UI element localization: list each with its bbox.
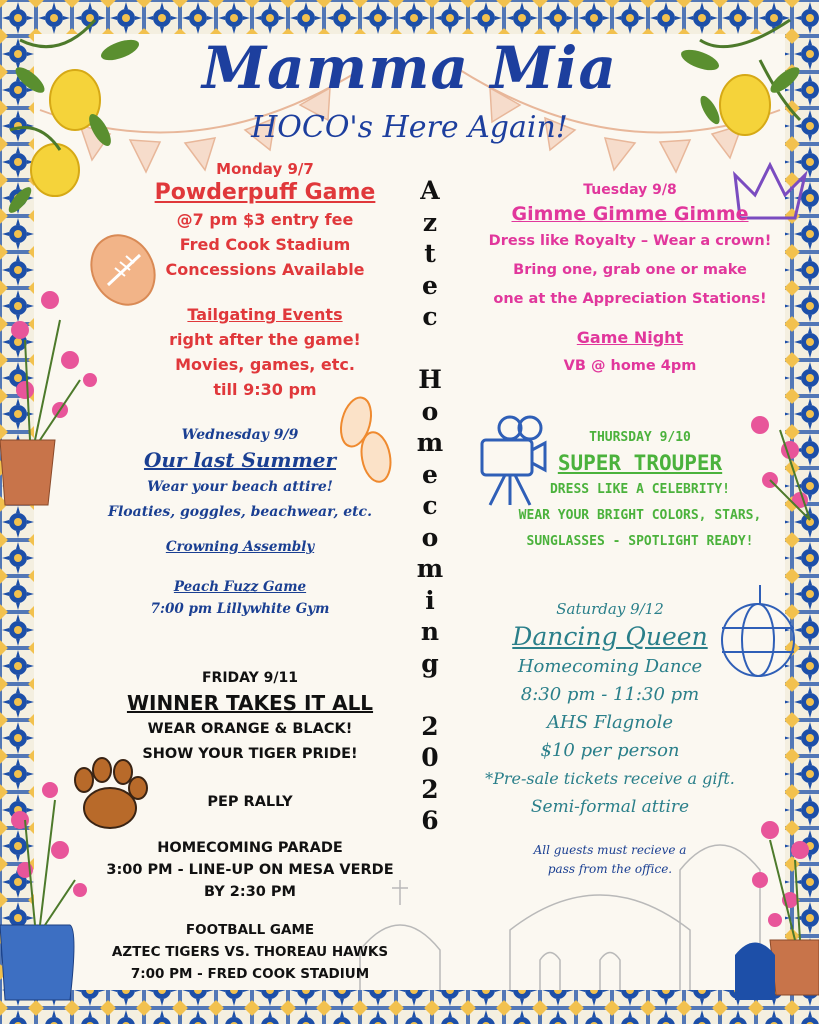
note-line: pass from the office. — [547, 862, 673, 876]
day-label: Tuesday 9/8 — [583, 182, 677, 198]
page-subtitle: HOCO's Here Again! — [251, 110, 568, 145]
event-line: WEAR YOUR BRIGHT COLORS, STARS, — [518, 508, 762, 523]
vertical-letter: m — [416, 428, 444, 457]
event-line: DRESS LIKE A CELEBRITY! — [549, 482, 730, 497]
event-title: Gimme Gimme Gimme — [511, 203, 749, 225]
vertical-letter: 2 — [421, 711, 439, 741]
vertical-letter: e — [422, 270, 438, 300]
event-line: WEAR ORANGE & BLACK! — [147, 721, 353, 737]
event-line: VB @ home 4pm — [563, 358, 697, 374]
day-label: Monday 9/7 — [216, 160, 314, 178]
vertical-letter: t — [424, 239, 436, 268]
event-line: Wear your beach attire! — [147, 479, 333, 495]
vertical-letter: c — [422, 302, 438, 331]
event-line: 3:00 PM - LINE-UP ON MESA VERDE — [106, 862, 394, 878]
event-line: BY 2:30 PM — [204, 884, 296, 900]
event-subtitle: Tailgating Events — [187, 305, 343, 324]
event-line: till 9:30 pm — [213, 380, 317, 399]
event-line: Dress like Royalty – Wear a crown! — [488, 233, 772, 249]
event-line: @7 pm $3 entry fee — [176, 210, 354, 229]
event-subtitle: FOOTBALL GAME — [185, 922, 315, 938]
vertical-letter: c — [422, 491, 438, 520]
vertical-letter: m — [416, 554, 444, 583]
flower-pot-icon — [0, 782, 87, 1000]
door-icon — [735, 943, 775, 1001]
vertical-letter: H — [418, 365, 442, 394]
event-line: *Pre-sale tickets receive a gift. — [485, 769, 735, 788]
tuesday-section — [460, 182, 800, 381]
event-title: Our last Summer — [143, 448, 337, 472]
vertical-letter: n — [420, 617, 440, 646]
vertical-letter: 6 — [421, 806, 439, 835]
event-line: 7:00 pm Lillywhite Gym — [150, 601, 330, 617]
vertical-letter: i — [425, 585, 435, 615]
event-line: one at the Appreciation Stations! — [493, 291, 767, 307]
event-subtitle: Crowning Assembly — [165, 539, 315, 555]
event-line: Bring one, grab one or make — [513, 262, 747, 278]
event-subtitle: Game Night — [576, 328, 684, 347]
wednesday-section — [65, 427, 415, 619]
vertical-letter: 0 — [421, 743, 439, 772]
monday-section — [100, 160, 430, 402]
note-line: All guests must recieve a — [533, 843, 687, 857]
vertical-letter: o — [421, 396, 439, 426]
vertical-letter: e — [422, 459, 438, 489]
event-title: SUPER TROUPER — [557, 451, 723, 475]
event-line: SHOW YOUR TIGER PRIDE! — [142, 746, 358, 762]
thursday-section — [480, 430, 800, 555]
event-subtitle: Peach Fuzz Game — [173, 579, 307, 595]
event-line: AZTEC TIGERS VS. THOREAU HAWKS — [111, 944, 389, 960]
vertical-letter: A — [420, 176, 440, 205]
event-line: SUNGLASSES - SPOTLIGHT READY! — [526, 534, 754, 549]
event-line: Movies, games, etc. — [175, 355, 355, 374]
event-line: Floaties, goggles, beachwear, etc. — [108, 504, 372, 520]
event-title: Powderpuff Game — [154, 180, 376, 205]
vertical-letter: g — [421, 648, 439, 678]
event-subtitle: HOMECOMING PARADE — [157, 840, 343, 856]
event-line: 7:00 PM - FRED COOK STADIUM — [130, 966, 370, 982]
event-subtitle: PEP RALLY — [207, 794, 293, 810]
event-line: Semi-formal attire — [530, 797, 690, 817]
event-title: Dancing Queen — [512, 622, 708, 651]
event-line: Homecoming Dance — [517, 656, 703, 677]
day-label: FRIDAY 9/11 — [201, 670, 299, 686]
vertical-letter: o — [421, 522, 439, 552]
vertical-letter: 2 — [421, 774, 439, 804]
day-label: THURSDAY 9/10 — [589, 430, 691, 445]
event-title: WINNER TAKES IT ALL — [126, 691, 374, 715]
event-line: 8:30 pm - 11:30 pm — [520, 684, 700, 705]
day-label: Wednesday 9/9 — [181, 427, 299, 443]
day-label: Saturday 9/12 — [556, 600, 664, 618]
event-line: Fred Cook Stadium — [179, 235, 351, 254]
event-line: Concessions Available — [165, 260, 365, 279]
page-title: Mamma Mia — [201, 34, 618, 102]
friday-section — [75, 670, 425, 985]
event-line: AHS Flagnole — [546, 712, 674, 733]
saturday-section — [460, 600, 760, 879]
vertical-letter: z — [422, 207, 438, 237]
event-line: $10 per person — [540, 740, 680, 761]
event-line: right after the game! — [169, 330, 361, 349]
